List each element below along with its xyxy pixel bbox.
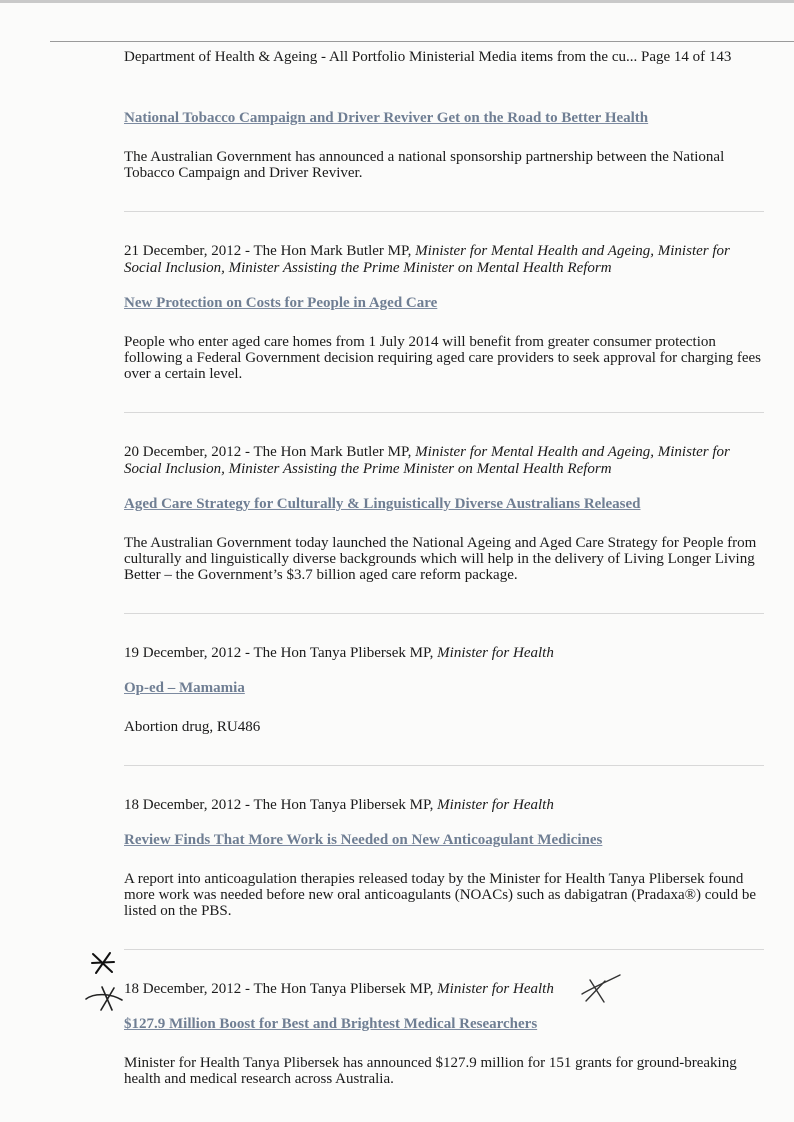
byline-role: Minister for Mental Health and Ageing, Minister for Social Inclusion, Minister Assisting the Prime Minister on Mental Health Reform: [124, 444, 730, 477]
item-title-link[interactable]: Review Finds That More Work is Needed on New Anticoagulant Medicines: [124, 832, 603, 848]
item-title-link[interactable]: National Tobacco Campaign and Driver Reviver Get on the Road to Better Health: [124, 110, 649, 126]
byline-date-minister: 18 December, 2012 - The Hon Tanya Plibersek MP,: [124, 981, 438, 997]
header-rule: [50, 41, 794, 42]
handwritten-asterisk-icon: [90, 950, 116, 976]
item-summary: The Australian Government today launched the National Ageing and Aged Care Strategy for People from culturally and linguistically diverse backgrounds which will help in the delivery of Living Longer Living Better – the Government’s $3.7 billion aged care reform package.: [124, 535, 757, 583]
media-items-list: [124, 110, 764, 1087]
item-byline: [124, 444, 764, 478]
media-item: [124, 981, 764, 1087]
item-separator: [124, 211, 764, 212]
byline-role: Minister for Health: [437, 797, 554, 813]
item-separator: [124, 765, 764, 766]
media-item: [124, 797, 764, 919]
item-title-link[interactable]: Op-ed – Mamamia: [124, 680, 245, 696]
item-byline: [124, 243, 764, 277]
handwritten-cross-icon: [578, 972, 622, 1008]
item-byline: [124, 645, 764, 662]
media-item: [124, 243, 764, 382]
item-summary: Abortion drug, RU486: [124, 719, 261, 735]
media-item: [124, 110, 764, 181]
item-title-link[interactable]: New Protection on Costs for People in Aged Care: [124, 295, 438, 311]
handwritten-cross-icon: [84, 983, 124, 1013]
scan-top-edge: [0, 0, 794, 3]
item-summary: Minister for Health Tanya Plibersek has announced $127.9 million for 151 grants for ground-breaking health and medical research across Australia.: [124, 1055, 737, 1087]
item-summary: The Australian Government has announced a national sponsorship partnership between the National Tobacco Campaign and Driver Reviver.: [124, 149, 725, 181]
page-header: Department of Health & Ageing - All Portfolio Ministerial Media items from the cu... Page 14 of 143: [124, 49, 732, 65]
byline-role: Minister for Health: [437, 981, 554, 997]
item-separator: [124, 412, 764, 413]
item-title-link[interactable]: $127.9 Million Boost for Best and Brightest Medical Researchers: [124, 1016, 538, 1032]
byline-role: Minister for Mental Health and Ageing, Minister for Social Inclusion, Minister Assisting the Prime Minister on Mental Health Reform: [124, 243, 730, 276]
media-item: [124, 645, 764, 735]
item-title-link[interactable]: Aged Care Strategy for Culturally & Linguistically Diverse Australians Released: [124, 496, 641, 512]
byline-role: Minister for Health: [437, 645, 554, 661]
media-item: [124, 444, 764, 583]
byline-date-minister: 20 December, 2012 - The Hon Mark Butler MP,: [124, 444, 416, 460]
byline-date-minister: 19 December, 2012 - The Hon Tanya Plibersek MP,: [124, 645, 438, 661]
byline-date-minister: 18 December, 2012 - The Hon Tanya Plibersek MP,: [124, 797, 438, 813]
item-summary: People who enter aged care homes from 1 July 2014 will benefit from greater consumer protection following a Federal Government decision requiring aged care providers to seek approval for charging fees over a certain level.: [124, 334, 761, 382]
item-separator: [124, 613, 764, 614]
item-byline: [124, 797, 764, 814]
byline-date-minister: 21 December, 2012 - The Hon Mark Butler MP,: [124, 243, 416, 259]
item-summary: A report into anticoagulation therapies released today by the Minister for Health Tanya Plibersek found more work was needed before new oral anticoagulants (NOACs) such as dabigatran (Pradaxa®) could be listed on the PBS.: [124, 871, 757, 919]
item-separator: [124, 949, 764, 950]
item-byline: [124, 981, 764, 998]
